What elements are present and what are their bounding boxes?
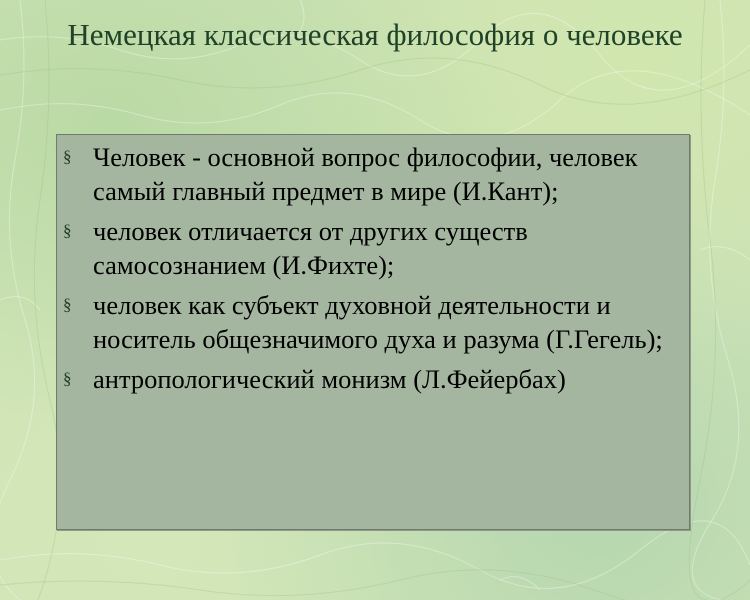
section-sign-icon: § (63, 221, 72, 240)
bullet-list (63, 140, 683, 402)
section-sign-icon: § (63, 147, 72, 166)
content-box (56, 134, 690, 530)
list-item-text: человек отличается от других существ самосознанием (И.Фихте); (93, 216, 528, 280)
list-item-text: человек как субъект духовной деятельности и носитель общезначимого духа и разума (Г.Гегель); (93, 290, 663, 354)
list-item-text: антропологический монизм (Л.Фейербах) (93, 364, 566, 394)
section-sign-icon: § (63, 369, 72, 388)
slide-title: Немецкая классическая философия о человеке (67, 17, 683, 52)
list-item-text: Человек - основной вопрос философии, человек самый главный предмет в мире (И.Кант); (93, 142, 638, 206)
list-item (63, 362, 683, 396)
list-item (63, 288, 683, 356)
list-item (63, 214, 683, 282)
section-sign-icon: § (63, 295, 72, 314)
list-item (63, 140, 683, 208)
